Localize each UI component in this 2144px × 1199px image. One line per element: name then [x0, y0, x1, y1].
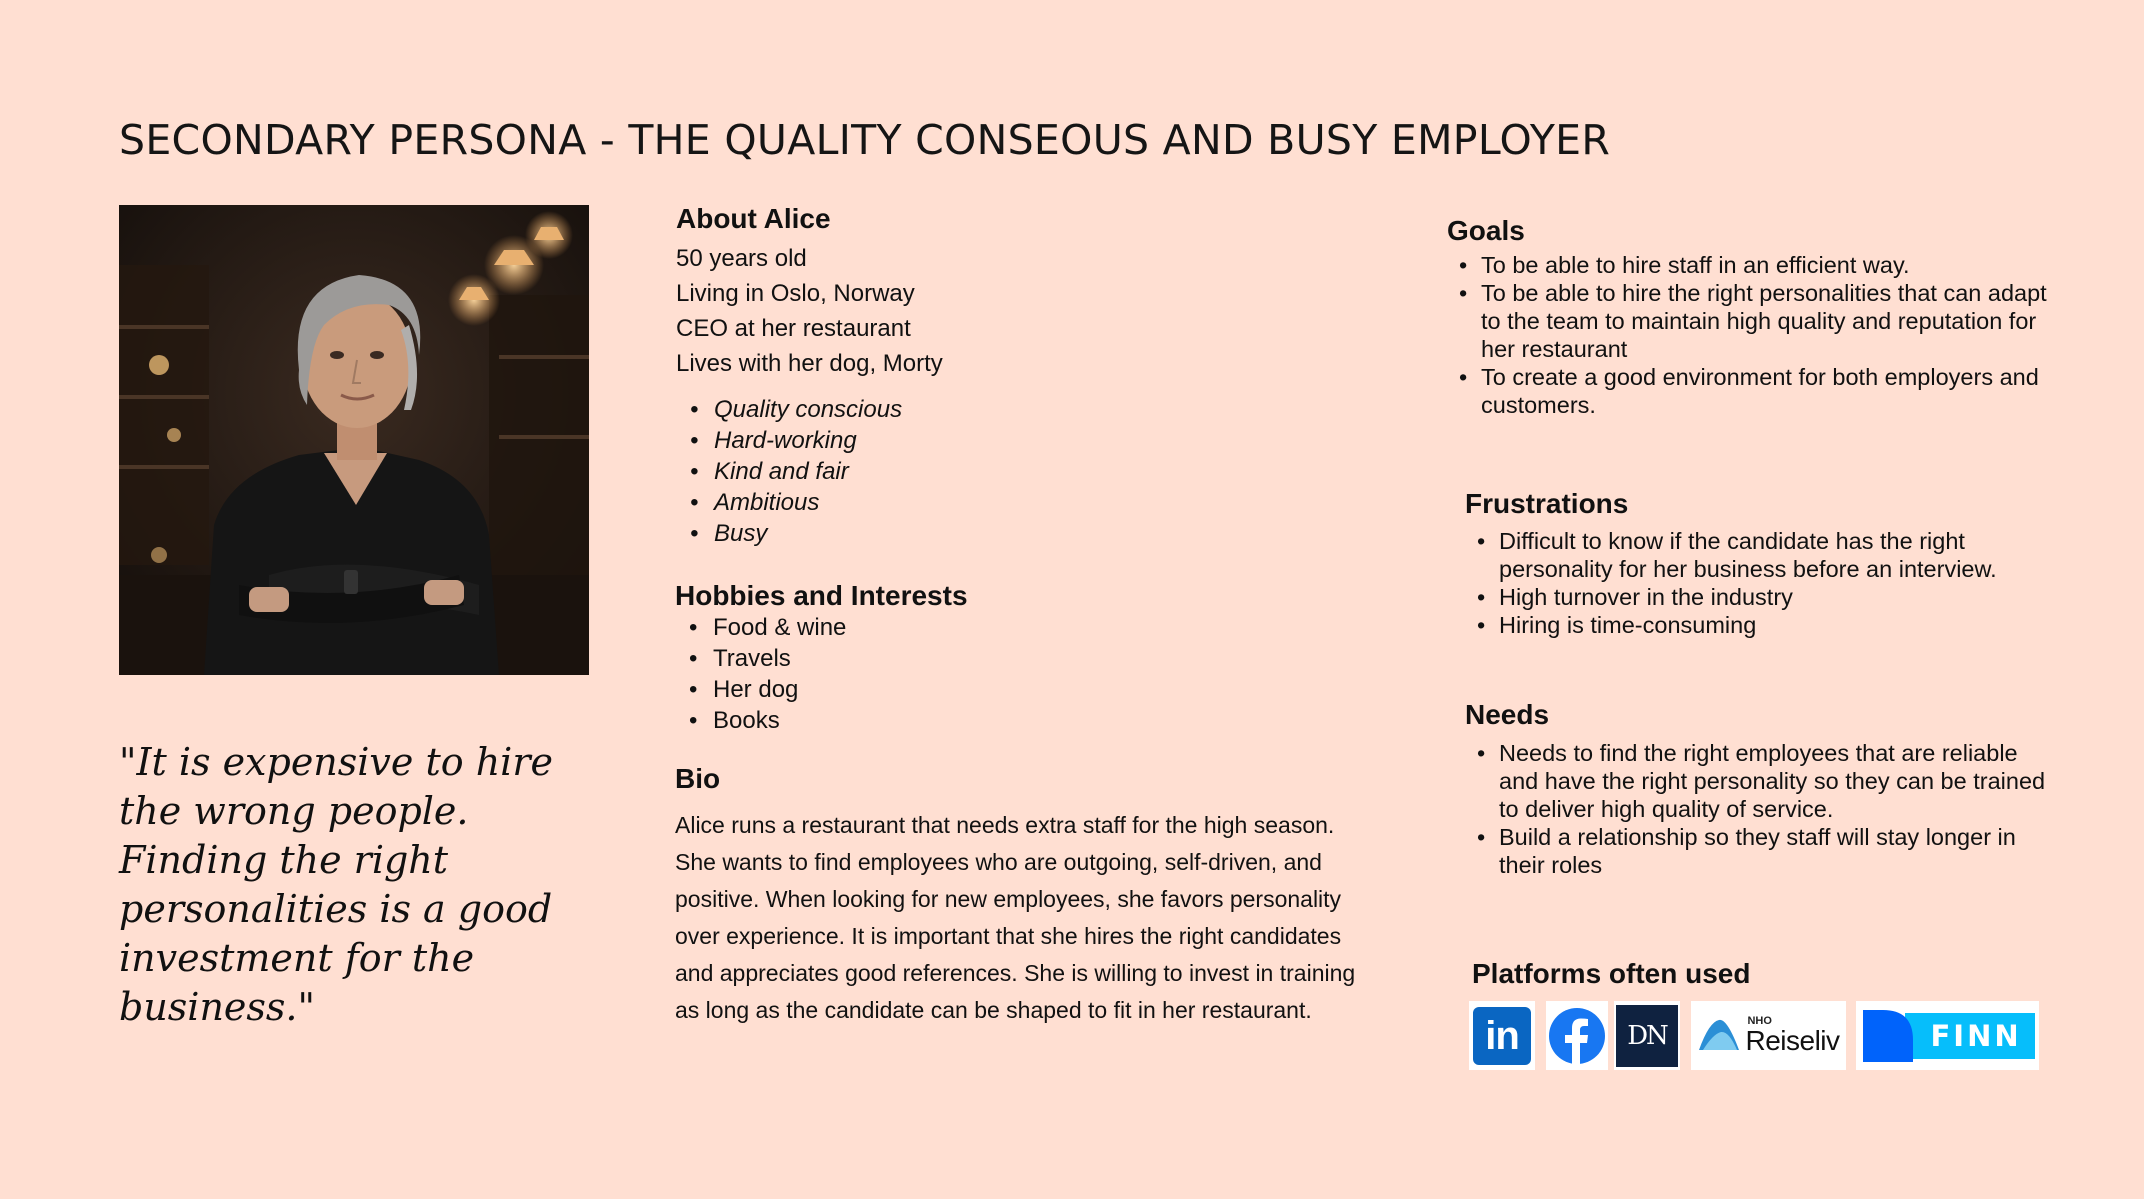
about-line: CEO at her restaurant: [676, 315, 911, 342]
hobbies-heading: Hobbies and Interests: [675, 580, 968, 611]
persona-portrait-image: [119, 205, 589, 675]
finn-corner-icon: [1861, 1008, 1915, 1064]
bio-heading: Bio: [675, 763, 721, 794]
goal-item: • To create a good environment for both employers and customers.: [1447, 363, 2047, 419]
persona-photo: [119, 205, 589, 675]
finn-text: FINN: [1930, 1018, 2022, 1053]
need-item: • Needs to find the right employees that are reliable and have the right personality so they can be trained to deliver high quality of service.: [1465, 739, 2055, 823]
goals-section: [1447, 215, 2047, 419]
frustration-item: • Hiring is time-consuming: [1465, 611, 2055, 639]
trait-item: • Ambitious: [676, 487, 1276, 518]
finn-logo: [1856, 1001, 2039, 1070]
frustration-item: • Difficult to know if the candidate has the right personality for her business before an interview.: [1465, 527, 2055, 583]
trait-item: • Hard-working: [676, 425, 1276, 456]
about-section: [676, 203, 1276, 549]
nho-small-text: NHO: [1747, 1015, 1772, 1027]
needs-section: [1465, 699, 2055, 879]
dn-icon: DN: [1627, 1020, 1667, 1051]
frustrations-list: [1465, 527, 2055, 639]
about-line: Lives with her dog, Morty: [676, 350, 943, 377]
dn-logo: [1614, 1001, 1680, 1070]
hobby-item: • Travels: [675, 643, 1275, 674]
traits-list: [676, 394, 1276, 549]
bio-section: [675, 763, 1365, 1029]
bio-text: Alice runs a restaurant that needs extra staff for the high season. She wants to find employees who are outgoing, self-driven, and positive. When looking for new employees, she favors personality over experience. It is important that she hires the right candidates and appreciates good references. She is willing to invest in training as long as the candidate can be shaped to fit in her restaurant.: [675, 812, 1356, 1023]
goals-heading: Goals: [1447, 215, 1525, 246]
facebook-icon: [1548, 1007, 1606, 1065]
goal-item: • To be able to hire the right personalities that can adapt to the team to maintain high quality and reputation for her restaurant: [1447, 279, 2047, 363]
trait-item: • Kind and fair: [676, 456, 1276, 487]
hobby-item: • Food & wine: [675, 612, 1275, 643]
hobbies-list: [675, 612, 1275, 736]
nho-wave-icon: [1697, 1016, 1741, 1056]
goals-list: [1447, 251, 2047, 419]
hobbies-section: [675, 580, 1275, 736]
about-line: 50 years old: [676, 245, 807, 272]
frustrations-heading: Frustrations: [1465, 488, 1629, 519]
trait-item: • Busy: [676, 518, 1276, 549]
about-line: Living in Oslo, Norway: [676, 280, 915, 307]
hobby-item: • Books: [675, 705, 1275, 736]
nho-main-text: Reiseliv: [1745, 1025, 1840, 1056]
hobby-item: • Her dog: [675, 674, 1275, 705]
nho-reiseliv-logo: [1691, 1001, 1846, 1070]
frustrations-section: [1465, 488, 2055, 639]
goal-item: • To be able to hire staff in an efficient way.: [1447, 251, 2047, 279]
linkedin-icon: in: [1485, 1013, 1519, 1058]
needs-list: [1465, 739, 2055, 879]
linkedin-logo: [1469, 1001, 1535, 1070]
trait-item: • Quality conscious: [676, 394, 1276, 425]
page-title: SECONDARY PERSONA - THE QUALITY CONSEOUS AND BUSY EMPLOYER: [119, 116, 1611, 164]
frustration-item: • High turnover in the industry: [1465, 583, 2055, 611]
need-item: • Build a relationship so they staff will stay longer in their roles: [1465, 823, 2055, 879]
facebook-logo: [1546, 1001, 1608, 1070]
about-heading: About Alice: [676, 203, 831, 234]
persona-quote: "It is expensive to hire the wrong people. Finding the right personalities is a good investment for the business.": [119, 740, 553, 1029]
needs-heading: Needs: [1465, 699, 1550, 730]
platforms-heading: Platforms often used: [1472, 958, 1751, 989]
